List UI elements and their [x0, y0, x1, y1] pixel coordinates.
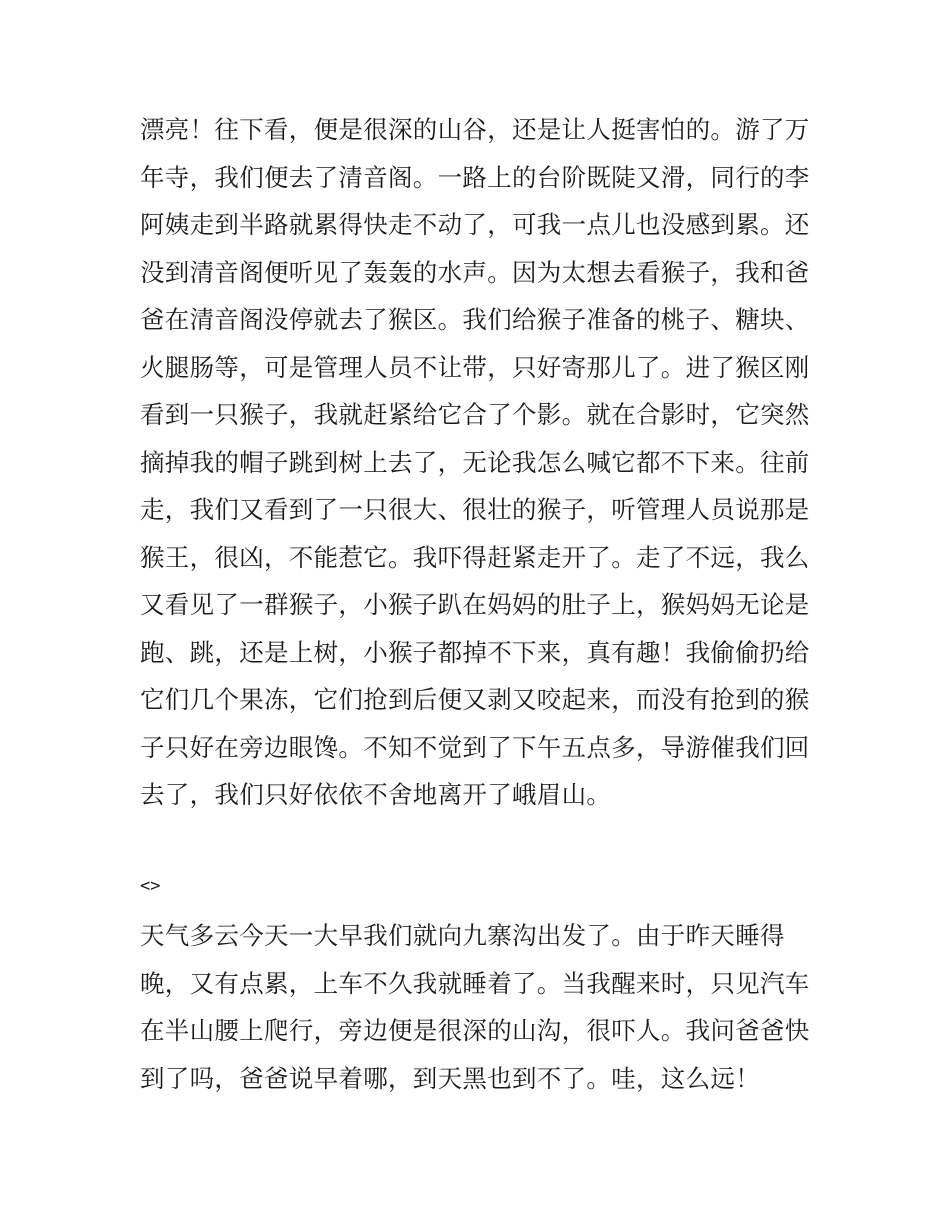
text-line: 子只好在旁边眼馋。不知不觉到了下午五点多，导游催我们回	[140, 732, 810, 762]
text-line: 又看见了一群猴子，小猴子趴在妈妈的肚子上，猴妈妈无论是	[140, 590, 810, 619]
text-line: 走，我们又看到了一只很大、很壮的猴子，听管理人员说那是	[140, 495, 810, 524]
text-line: 漂亮！往下看，便是很深的山谷，还是让人挺害怕的。游了万	[140, 115, 810, 144]
text-line: 年寺，我们便去了清音阁。一路上的台阶既陡又滑，同行的李	[140, 162, 810, 192]
text-line: 猴王，很凶，不能惹它。我吓得赶紧走开了。走了不远，我么	[140, 542, 810, 572]
text-line: 看到一只猴子，我就赶紧给它合了个影。就在合影时，它突然	[140, 400, 810, 429]
text-line: 爸在清音阁没停就去了猴区。我们给猴子准备的桃子、糖块、	[140, 305, 810, 334]
text-line: 天气多云今天一大早我们就向九寨沟出发了。由于昨天睡得	[140, 921, 785, 950]
text-line: 在半山腰上爬行，旁边便是很深的山沟，很吓人。我问爸爸快	[140, 1016, 810, 1045]
text-line: 阿姨走到半路就累得快走不动了，可我一点儿也没感到累。还	[140, 210, 810, 239]
section-separator: <>	[140, 876, 161, 896]
text-line: 摘掉我的帽子跳到树上去了，无论我怎么喊它都不下来。往前	[140, 447, 810, 477]
text-line: 没到清音阁便听见了轰轰的水声。因为太想去看猴子，我和爸	[140, 257, 810, 287]
text-line: 去了，我们只好依依不舍地离开了峨眉山。	[140, 780, 612, 809]
text-line: 火腿肠等，可是管理人员不让带，只好寄那儿了。进了猴区刚	[140, 352, 810, 382]
paragraph-jiuzhaigou-trip	[140, 912, 820, 1102]
text-line: 到了吗，爸爸说早着哪，到天黑也到不了。哇，这么远！	[140, 1063, 760, 1093]
text-line: 它们几个果冻，它们抢到后便又剥又咬起来，而没有抢到的猴	[140, 685, 810, 714]
text-line: 晚，又有点累，上车不久我就睡着了。当我醒来时，只见汽车	[140, 968, 810, 998]
text-line: 跑、跳，还是上树，小猴子都掉不下来，真有趣！我偷偷扔给	[140, 637, 810, 667]
paragraph-emei-monkeys	[140, 106, 820, 819]
